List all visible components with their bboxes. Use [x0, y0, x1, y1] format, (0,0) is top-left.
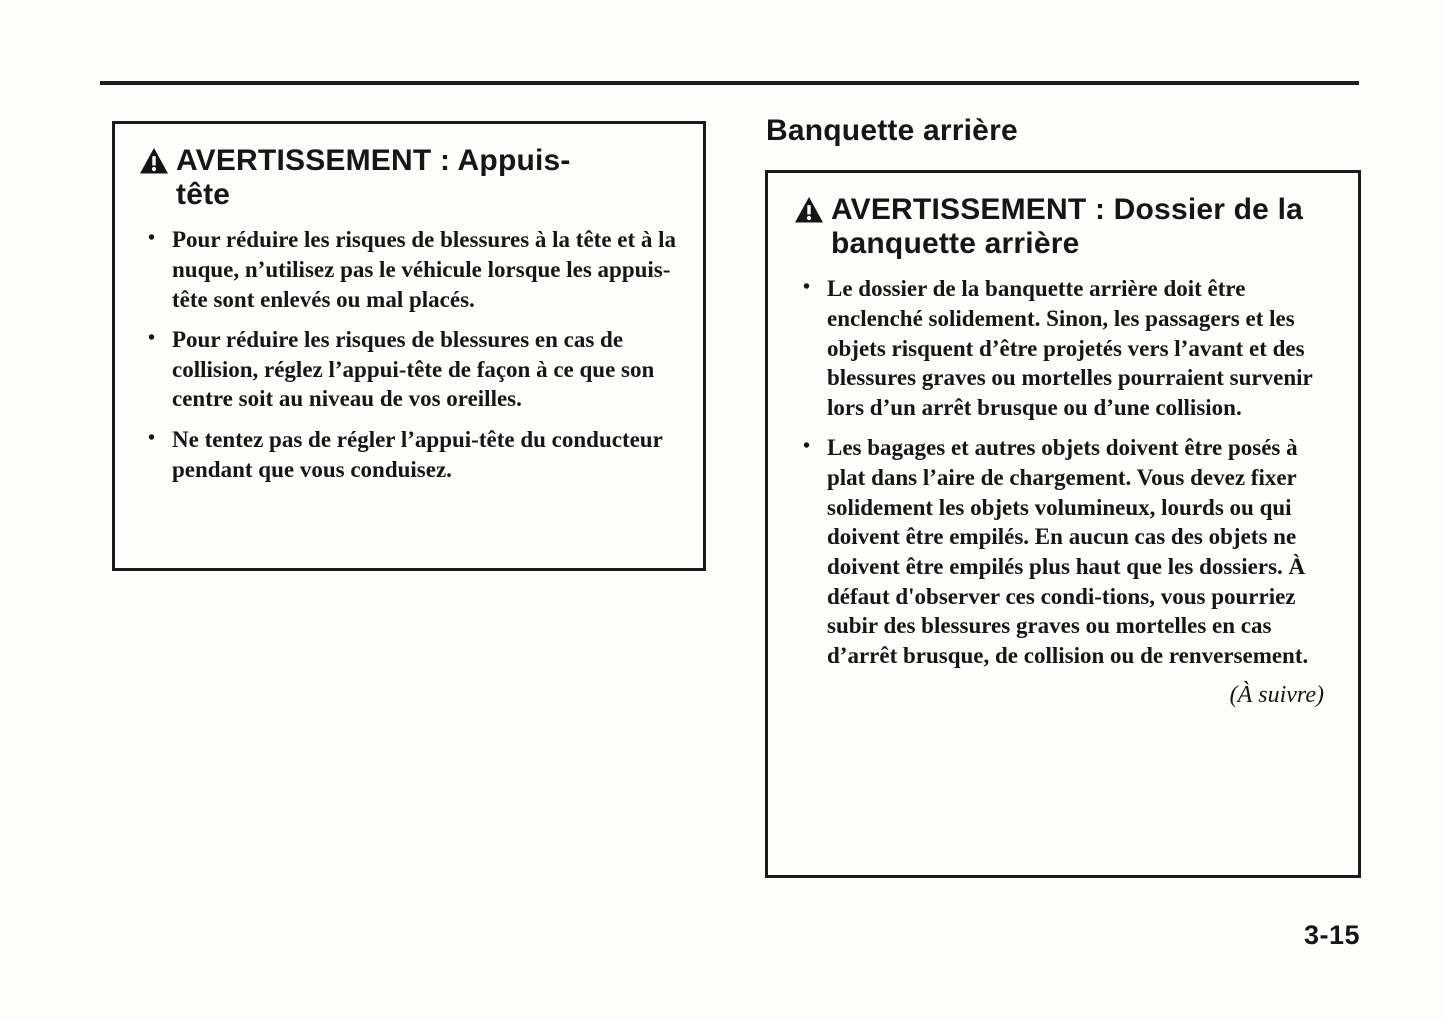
warning-triangle-icon [139, 147, 169, 183]
continuation-note: (À suivre) [1229, 681, 1324, 708]
warning-title-text: AVERTISSEMENT : Appuis-tête [176, 144, 571, 211]
list-item: • Les bagages et autres objets doivent être posés à plat dans l’aire de chargement. Vous devez fixer solidement les objets volumineux, lourds ou qui doivent être empilés. En aucun cas des objets ne doivent être empilés plus haut que les dossiers. À défaut d'observer ces condi-tions, vous pourriez subir des blessures graves ou mortelles en cas d’arrêt brusque, de collision ou de renversement. [794, 433, 1332, 670]
warning-title-text: AVERTISSEMENT : Dossier de la banquette arrière [831, 193, 1304, 260]
list-item: • Pour réduire les risques de blessures en cas de collision, réglez l’appui-tête de façon à ce que son centre soit au niveau de vos oreilles. [139, 325, 679, 414]
section-heading-rear-seat: Banquette arrière [766, 114, 1018, 147]
list-item: • Le dossier de la banquette arrière doit être enclenché solidement. Sinon, les passagers et les objets risquent d’être projetés vers l’avant et des blessures graves ou mortelles pourraient survenir lors d’un arrêt brusque ou d’une collision. [794, 274, 1332, 422]
warning-triangle-icon [794, 196, 824, 232]
headrest-warning-list [139, 225, 679, 484]
list-item: • Ne tentez pas de régler l’appui-tête du conducteur pendant que vous conduisez. [139, 425, 679, 484]
warning-box-rear-seatback-title [794, 193, 1332, 260]
list-item: • Pour réduire les risques de blessures à la tête et à la nuque, n’utilisez pas le véhicule lorsque les appuis-tête sont enlevés ou mal placés. [139, 225, 679, 314]
rear-seatback-warning-list [794, 274, 1332, 671]
warning-box-headrest-title [139, 144, 679, 211]
warning-box-headrest [112, 121, 706, 571]
page-number: 3-15 [1303, 920, 1360, 950]
top-rule-divider [100, 81, 1359, 85]
warning-box-rear-seatback [765, 170, 1361, 878]
